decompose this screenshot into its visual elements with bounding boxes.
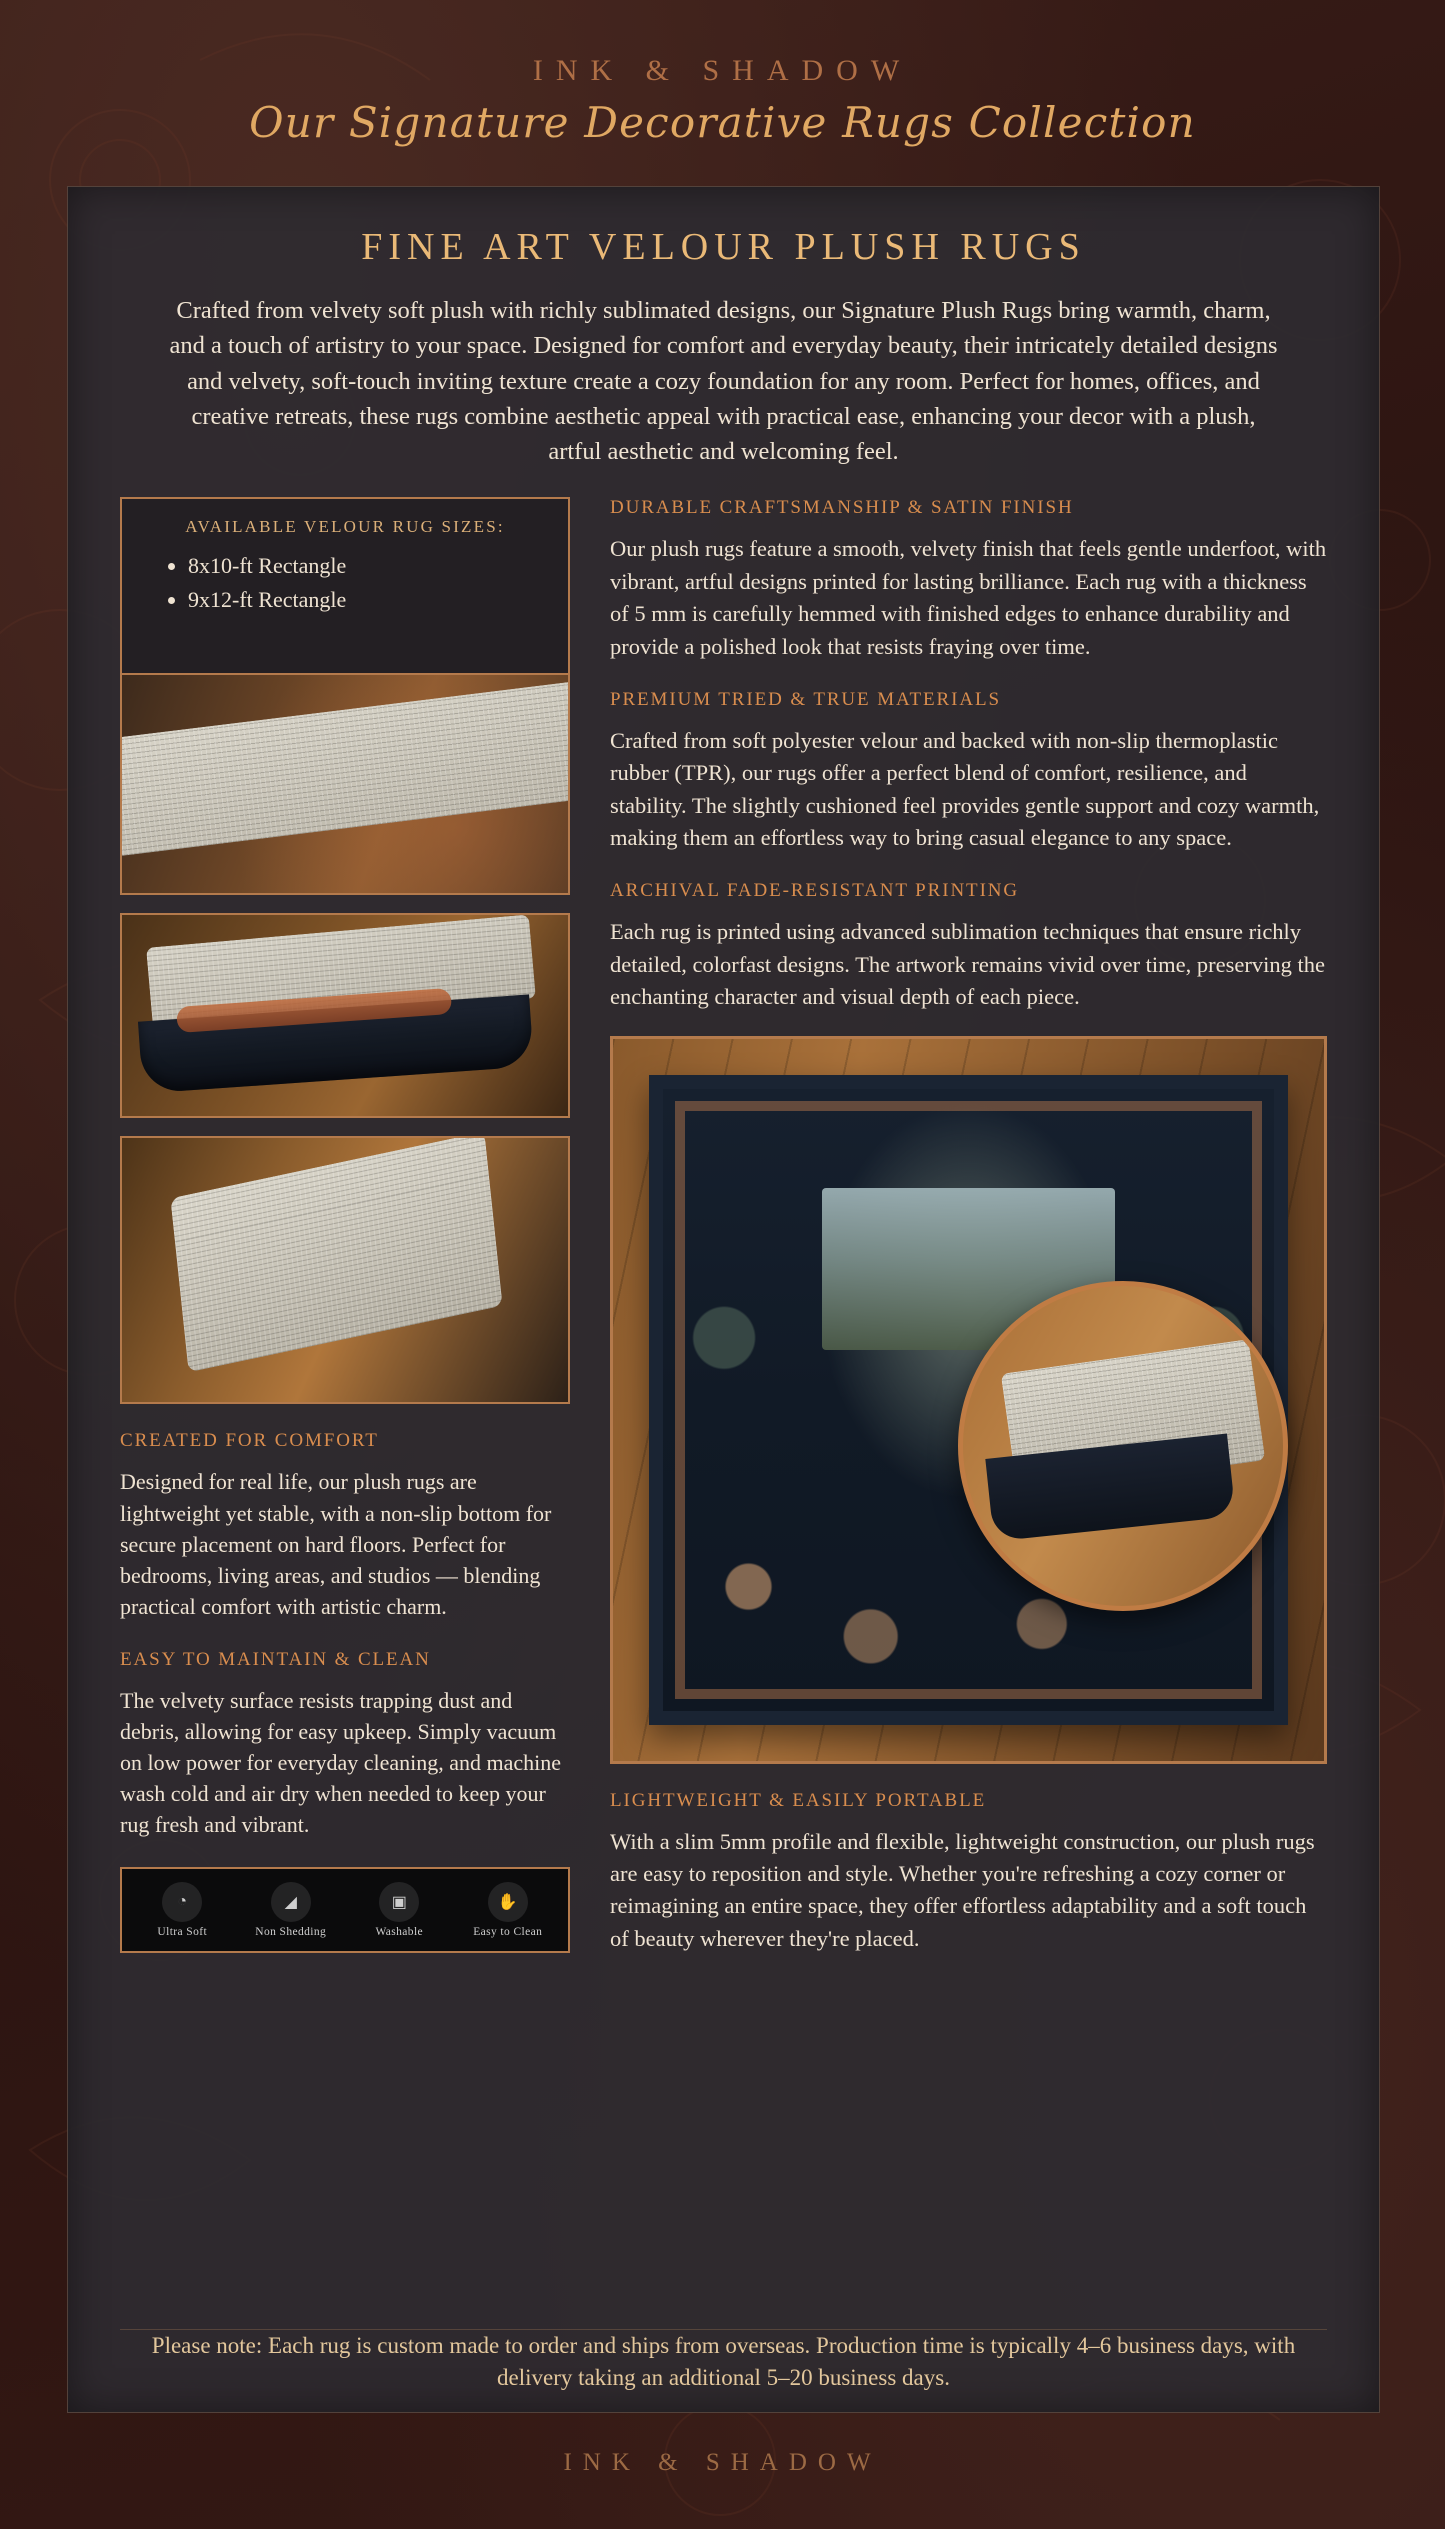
care-icon-strip (120, 1867, 570, 1953)
product-photo-rug-flipped-corner (120, 1136, 570, 1404)
production-shipping-note: Please note: Each rug is custom made to order and ships from overseas. Production time is typically 4–6 business days, with delivery taking an additional 5–20 business days. (151, 2332, 1296, 2391)
rug-backing-mesh (120, 681, 570, 857)
two-column-body (120, 497, 1327, 1955)
available-sizes-list (144, 549, 546, 617)
inset-photo-rug-backing-detail (958, 1281, 1288, 1611)
care-item-label: Washable (375, 1925, 424, 1938)
section-heading-archival-printing: ARCHIVAL FADE-RESISTANT PRINTING (610, 880, 1020, 902)
care-item-label: Non Shedding (255, 1925, 327, 1938)
section-heading-created-for-comfort: CREATED FOR COMFORT (120, 1430, 379, 1452)
section-heading-durable-craftsmanship: DURABLE CRAFTSMANSHIP & SATIN FINISH (610, 497, 1074, 519)
available-sizes-box (120, 497, 570, 675)
ultra-soft-icon: ◔ (162, 1882, 202, 1922)
easy-to-clean-icon: ✋ (488, 1882, 528, 1922)
left-column (120, 497, 570, 1955)
care-item (134, 1882, 230, 1938)
washable-icon: ▣ (379, 1882, 419, 1922)
care-item-label: Ultra Soft (157, 1925, 208, 1938)
care-item (460, 1882, 556, 1938)
available-sizes-title: AVAILABLE VELOUR RUG SIZES: (185, 517, 505, 537)
section-body-archival-printing: Each rug is printed using advanced sublimation techniques that ensure richly detailed, colorfast designs. The artwork remains vivid over time, preserving the enchanting character and visual depth of each piece. (610, 919, 1326, 1010)
section-heading-easy-to-maintain: EASY TO MAINTAIN & CLEAN (120, 1648, 431, 1670)
section-heading-premium-materials: PREMIUM TRIED & TRUE MATERIALS (610, 688, 1001, 710)
section-heading-lightweight-portable: LIGHTWEIGHT & EASILY PORTABLE (610, 1789, 987, 1811)
brand-name-top: INK & SHADOW (532, 54, 913, 87)
section-body-created-for-comfort: Designed for real life, our plush rugs are lightweight yet stable, with a non-slip bottom for secure placement on hard floors. Perfect for bedrooms, living areas, and studios — blending practical comfort with artistic charm. (120, 1469, 552, 1620)
poster-header (0, 0, 1445, 186)
rug-backing-mesh (170, 1136, 502, 1372)
rug-folded-corner (138, 994, 535, 1094)
care-item (351, 1882, 447, 1938)
non-shedding-icon: ◢ (271, 1882, 311, 1922)
collection-headline: Our Signature Decorative Rugs Collection (249, 98, 1196, 147)
list-item: • 8x10-ft Rectangle (188, 549, 546, 583)
product-photo-rug-folded-edge (120, 913, 570, 1118)
list-item: • 9x12-ft Rectangle (188, 583, 546, 617)
brand-name-bottom: INK & SHADOW (563, 2449, 882, 2476)
section-body-lightweight-portable: With a slim 5mm profile and flexible, lightweight construction, our plush rugs are easy to reposition and style. Whether you're refreshing a cozy corner or reimagining an entire space, they offer effortless adaptability and a soft touch of beauty wherever they're placed. (610, 1828, 1315, 1951)
product-photo-rug-backing-corner (120, 675, 570, 895)
care-item (243, 1882, 339, 1938)
section-body-easy-to-maintain: The velvety surface resists trapping dust and debris, allowing for easy upkeep. Simply vacuum on low power for everyday cleaning, and machine wash cold and air dry when needed to keep your rug fresh and vibrant. (120, 1687, 562, 1838)
care-item-label: Easy to Clean (473, 1925, 543, 1938)
intro-paragraph: Crafted from velvety soft plush with richly sublimated designs, our Signature Plush Rugs bring warmth, charm, and a touch of artistry to your space. Designed for comfort and everyday beauty, their intricately detailed designs and velvety, soft-touch inviting texture create a cozy foundation for any room. Perfect for homes, offices, and creative retreats, these rugs combine aesthetic appeal with practical ease, enhancing your decor with a plush, artful aesthetic and welcoming feel. (169, 297, 1278, 466)
hero-photo-rug-on-wood-floor (610, 1036, 1327, 1764)
page-title: FINE ART VELOUR PLUSH RUGS (361, 226, 1086, 268)
right-column (610, 497, 1327, 1955)
section-body-premium-materials: Crafted from soft polyester velour and backed with non-slip thermoplastic rubber (TPR), our rugs offer a perfect blend of comfort, resilience, and stability. The slightly cushioned feel provides gentle support and cozy warmth, making them an effortless way to bring casual elegance to any space. (610, 727, 1320, 851)
section-body-durable-craftsmanship: Our plush rugs feature a smooth, velvety finish that feels gentle underfoot, with vibrant, artful designs printed for lasting brilliance. Each rug with a thickness of 5 mm is carefully hemmed with finished edges to enhance durability and provide a polished look that resists fraying over time. (610, 536, 1327, 659)
content-panel (67, 186, 1380, 2413)
